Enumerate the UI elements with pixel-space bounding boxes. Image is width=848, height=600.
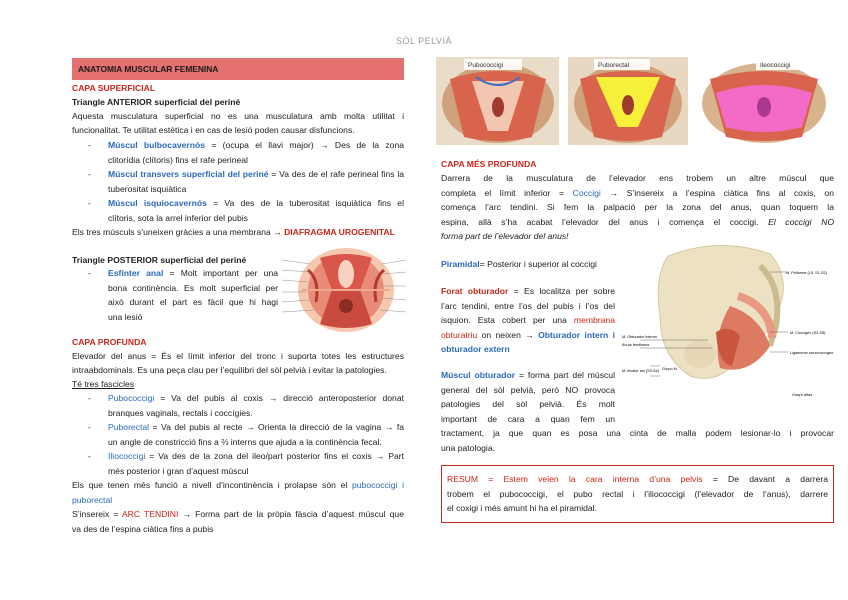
deepest-line-pre: completa el límit inferior = [441,187,565,198]
posterior-title: Triangle POSTERIOR superficial del periné [72,255,247,265]
forat-name: Forat obturador [441,286,509,296]
image-ileococcigi [694,57,830,145]
anterior-text-1: Aquesta musculatura superficial no es una musculatura amb molta utilitat i [72,111,404,121]
muscle-name: Múscul bulbocavernós [108,140,206,150]
list-item [108,196,404,225]
item-text: = Molt important per una [169,268,279,278]
bullet-dash: - [88,393,91,403]
incontinence-text [72,478,404,507]
list-item [108,167,404,196]
deep-text-1: Elevador del anus = És el límit inferior del tronc i suporta totes les estructures [72,351,404,361]
deepest-line: comença l’arc tendini. Si fem la palpació per la zona del anus, quan toquem la [441,202,834,213]
piramidal-text: = Posterior i superior al coccigi [479,259,597,269]
list-item [108,138,404,167]
bullet-dash: - [88,169,91,179]
item-text: = Va des de la zona del ileo/part posterior fins el coxis → Part [149,451,404,461]
forat-text: l’arc tendini, entre l’os del pubis i l’os del [441,300,615,311]
perineum-illustration [280,240,408,336]
bullet-dash: - [88,451,91,461]
piramidal-line [441,257,597,272]
item-text: clítoris, sota la arrel inferior del pubis [108,212,248,223]
list-item [108,420,404,449]
figure-label: M. Coccígeo (S3-S5) [790,331,826,335]
item-text: més posterior i gran d’aquest múscul [108,465,249,476]
deepest-italic: El coccigi NO [768,216,835,227]
item-text: tuberositat isquiàtica [108,183,187,194]
deep-text-2: intraabdominals. Es una peça clau per l’equilibri del sòl pelvià i evitar la patologies. [72,365,387,375]
pelvic-floor-images [436,57,832,145]
deepest-line: Darrera de la musculatura de l’elevador ens trobem un altre múscul que [441,173,834,183]
forat-block [441,284,615,357]
forat-text: on neixen → [481,329,534,340]
forat-text: = Es localitza per sobre [513,286,616,296]
bullet-dash: - [88,268,91,278]
item-text: una lesió [108,311,143,322]
figure-label: Grupo M. [662,367,678,371]
insert-post: → Forma part de la pròpia fàscia d’aquest múscul que [182,509,404,519]
summary-line: trobem el pubococcigi, el pubo rectal i l’iliococcigi (l’elevador de l’anus), darrere [447,488,828,499]
insert-pre: S’insereix = [72,509,119,519]
bullet-dash: - [88,422,91,432]
list-item [108,391,404,420]
figure-label: M. Piriforme (L5, S1-S2) [786,271,827,275]
figure-label: Ligamento sacrococcígeo [790,351,834,355]
figure-label: Gray’s Atlas [792,393,813,397]
anterior-title: Triangle ANTERIOR superficial del periné [72,97,241,107]
bullet-dash: - [88,198,91,208]
piramidal-name: Piramidal [441,259,480,269]
figure-label: M. Obturador interno [622,335,658,339]
fascicle-name: Puborectal [108,422,150,432]
figure-label: Arcus tendineus [622,343,650,347]
forat-names: obturador extern [441,344,510,355]
incontinence-names: pubococcigi i [352,480,404,490]
fascicle-name: Iliococcigi [108,451,146,461]
section-banner [72,58,404,80]
image-label: Ileococcigi [760,62,791,69]
item-text: = Va del pubis al coxis → direcció anteroposterior donat [160,393,404,403]
obturador-text: patologies del sòl pelvià. És molt [441,399,615,410]
summary-line: = De davant a darrera [712,474,829,484]
insert-line-2: va des de l’espina ciàtica fins a pubis [72,523,214,534]
image-label: Puborectal [598,62,630,69]
list-item [108,449,404,478]
banner-text: ANATOMIA MUSCULAR FEMENINA [78,64,219,74]
fascicle-name: Pubococcigi [108,393,155,403]
item-text: = (ocupa el llavi major) → Des de la zona [211,140,405,150]
item-text: = Va des de la tuberositat isquiàtica fins el [213,198,404,208]
bullet-dash: - [88,140,91,150]
forat-membrane: obturatriu [441,329,478,340]
obturador-text: general del sòl pelvià, però NO provoca [441,384,615,395]
pelvis-illustration [620,236,842,406]
forat-names: Obturador intern i [538,329,616,340]
item-text: branques vaginals, rectals i coccígies. [108,407,253,418]
image-pubococcigi [436,57,559,145]
obturador-name: Múscul obturador [441,370,516,380]
figure-label: M. levator ani (S3-S4) [622,369,659,373]
page-title: SÒL PELVIÀ [395,36,453,46]
deep-heading: CAPA PROFUNDA [72,337,147,347]
item-text: això durant el part es fàcil que hi hagi [108,297,278,308]
obturador-text: tractament, ja que quan es posa una cinta de malla podem lesionar-lo i provocar [441,428,834,438]
three-fascicles: Té tres fascicles [72,379,135,389]
summary-label: RESUM = Estem veien la cara interna d’una pelvis [447,474,703,484]
summary-text [447,472,828,516]
obturador-text: = forma part del múscul [518,370,615,380]
image-puborectal [568,57,688,145]
deepest-italic: forma part de l’elevador del anus! [441,231,569,242]
insert-name: ARC TENDINI [121,509,179,519]
muscle-name: Múscul transvers superficial del periné [108,169,269,179]
anterior-text-2: funcionalitat. Te utilitat estètica i en cas de lesió poden causar disfuncions. [72,125,355,135]
incontinence-pre: Els que tenen més funció a nivell d’incontinència i prolapse són el [72,480,348,490]
membrane-name: DIAFRAGMA UROGENITAL [284,227,395,237]
membrane-line [72,225,395,240]
deepest-line-pre: espina, allà s’ha acabat l’elevador del anus i comença el coccigi. [441,216,759,227]
membrane-text: Els tres músculs s’uneixen gràcies a una membrana → [72,227,282,237]
list-item [108,266,278,324]
superficial-heading: CAPA SUPERFICIAL [72,83,156,93]
deepest-line-post: → S’insereix a l’espina ciàtica fins al coxis, on [609,187,834,198]
muscle-name: Múscul isquiocavernós [108,198,207,208]
muscle-name: Esfínter anal [108,268,164,278]
deepest-heading: CAPA MÉS PROFUNDA [441,159,537,169]
obturador-wide [441,426,834,455]
obturador-block [441,368,615,426]
coccigi-name: Coccigi [572,187,601,198]
item-text: bona continència. Es molt superficial per [108,282,278,293]
item-text: un angle de constricció fins a ⅔ interns que ajuda a la continència fecal. [108,436,382,447]
obturador-text: una patologia. [441,442,495,453]
forat-text: isquion. Esta cobert per una [441,315,567,326]
deepest-text [441,171,834,244]
item-text: clitorídia (clítoris) fins el rafe perineal [108,154,248,165]
forat-membrane: membrana [573,315,615,326]
item-text: = Va des de el rafe perineal fins la [271,169,405,179]
obturador-text: important de cara a quan fem un [441,413,615,424]
incontinence-names-2: puborectal [72,494,113,505]
image-label: Pubococcigi [468,62,504,69]
item-text: = Va del pubis al recte → Orienta la direcció de la vagina → fa [152,422,404,432]
insert-text [72,507,404,536]
summary-line: el coxigi i més amunt hi ha el piramidal. [447,503,597,514]
